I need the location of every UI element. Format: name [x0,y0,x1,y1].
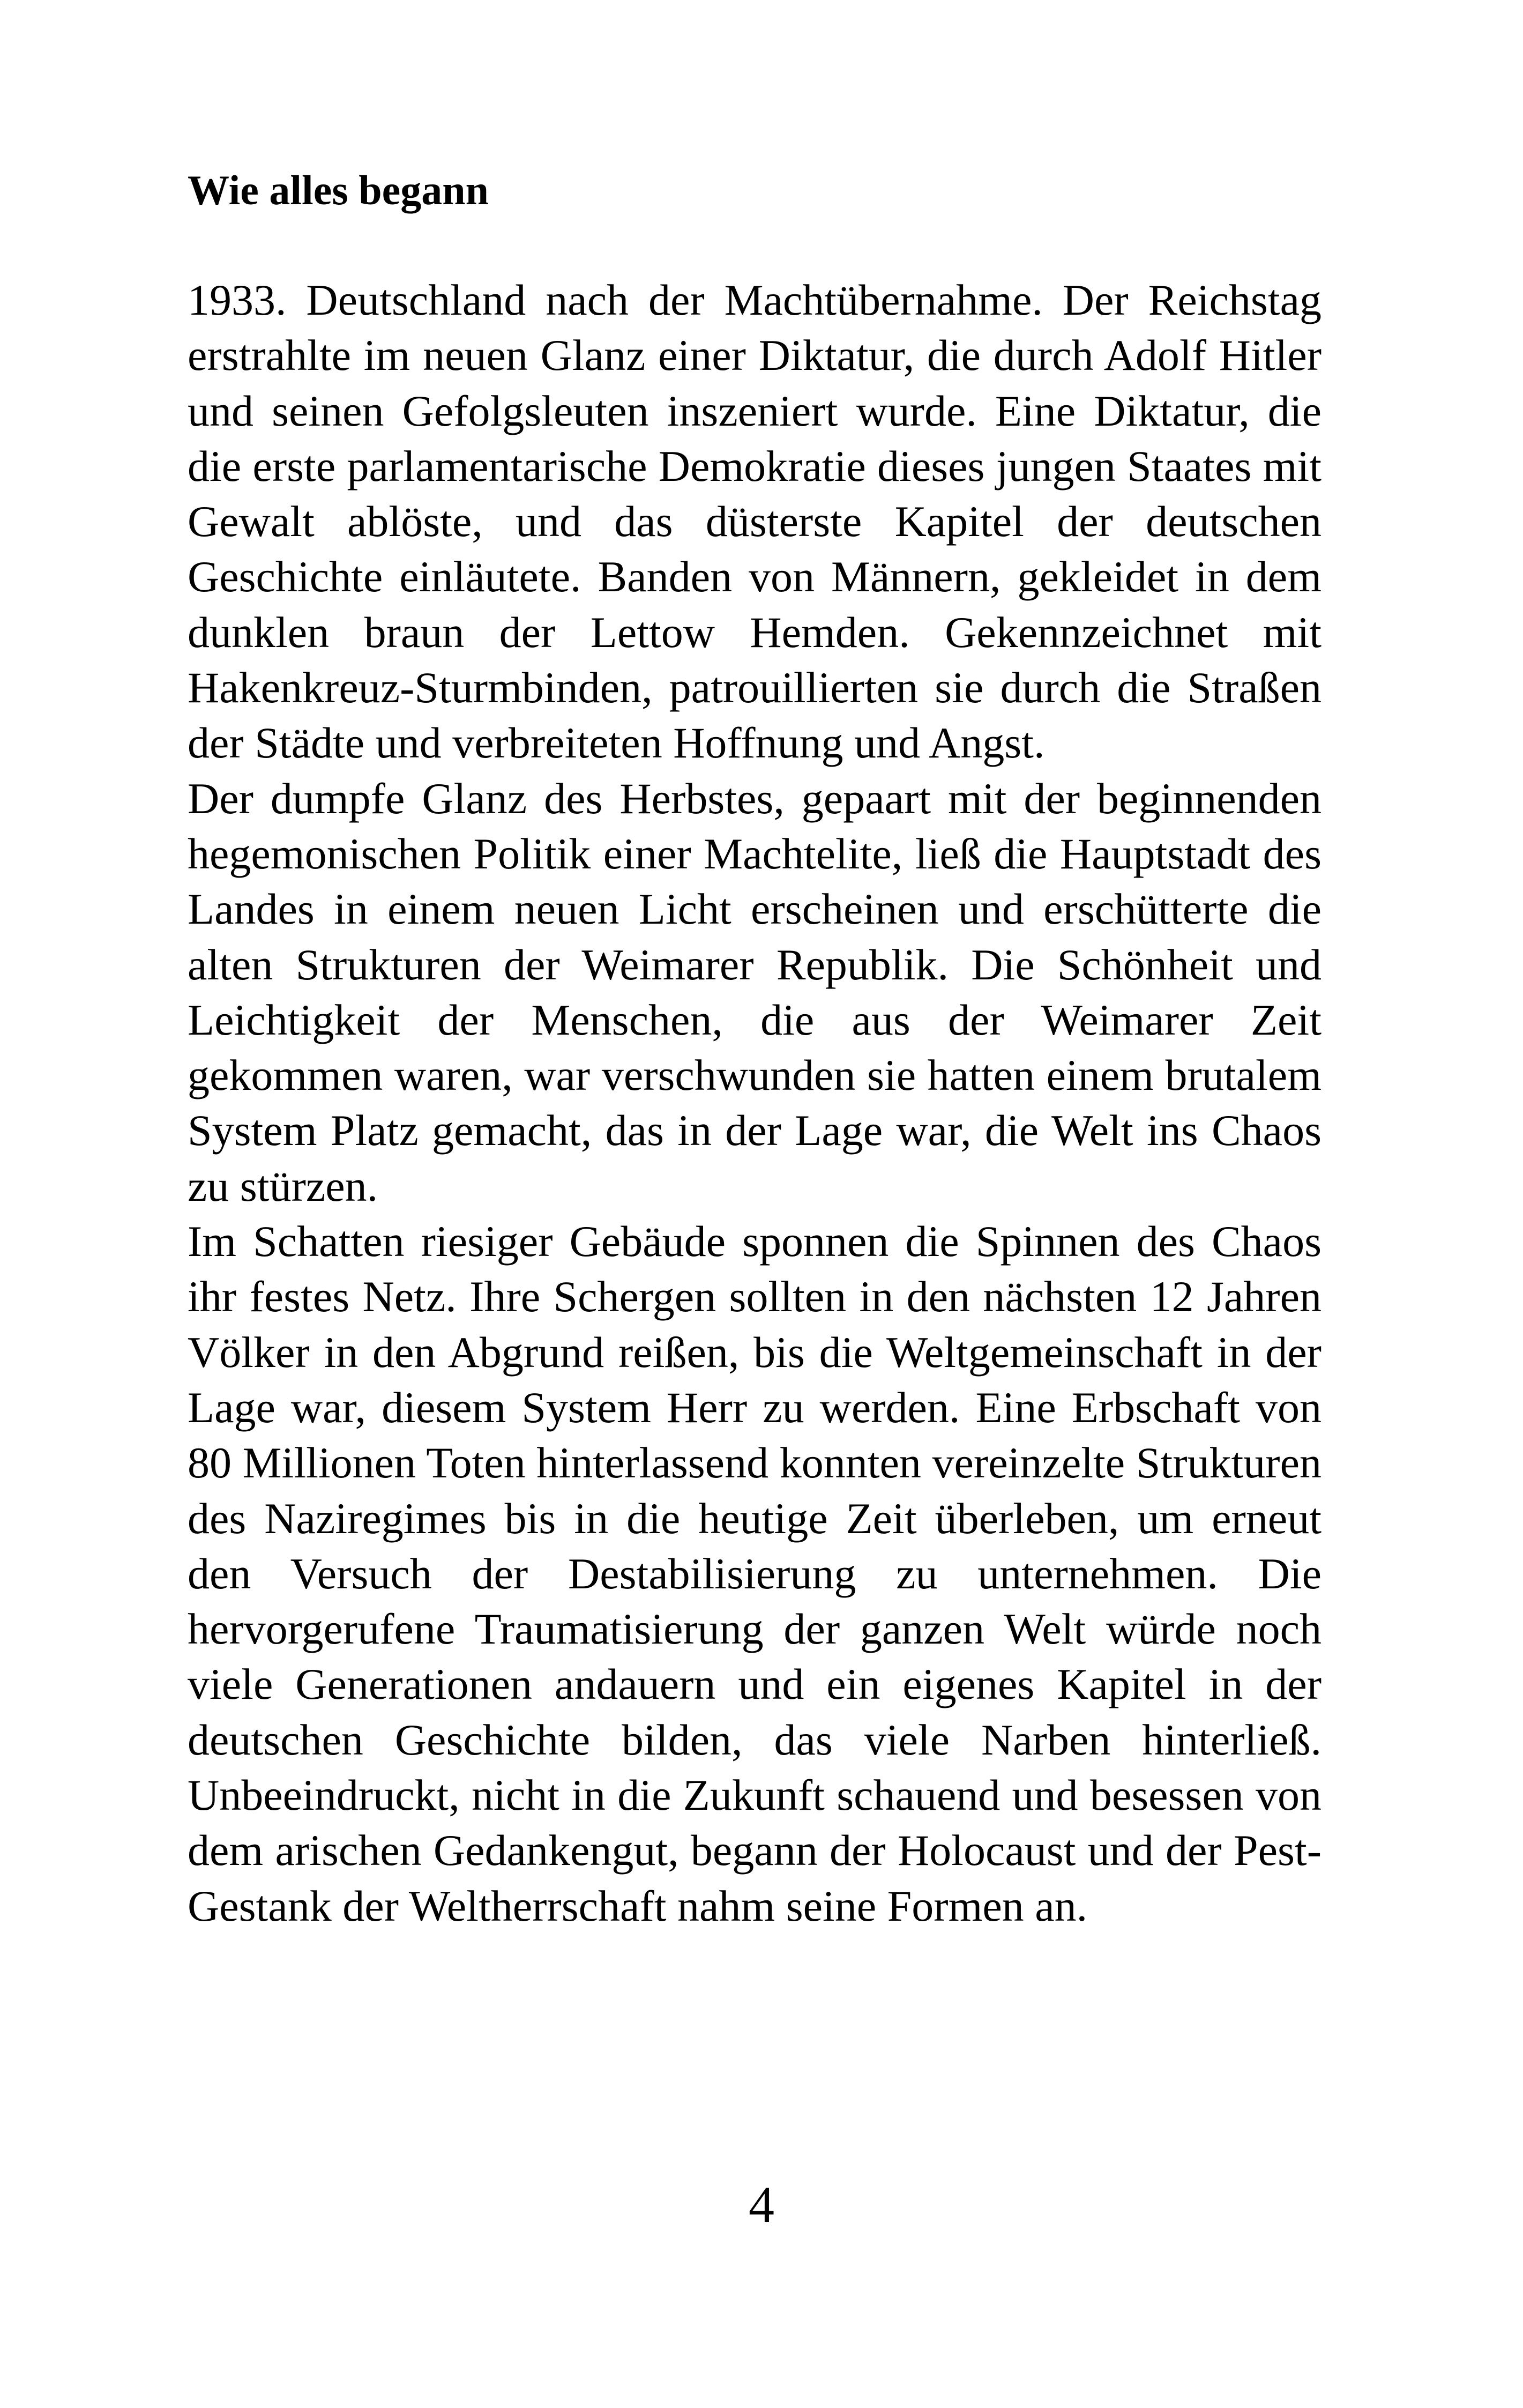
paragraph-2: Der dumpfe Glanz des Herbstes, gepaart mit der beginnenden hegemonischen Politik einer Machtelite, ließ die Hauptstadt des Landes in einem neuen Licht erscheinen und erschütterte die alten Strukturen der Weimarer Republik. Die Schönheit und Leichtigkeit der Menschen, die aus der Weimarer Zeit gekommen waren, war verschwunden sie hatten einem brutalem System Platz gemacht, das in der Lage war, die Welt ins Chaos zu stürzen. [188,774,1322,1210]
chapter-body [188,272,1322,1934]
paragraph-1: 1933. Deutschland nach der Machtübernahme. Der Reichstag erstrahlte im neuen Glanz einer Diktatur, die durch Adolf Hitler und seinen Gefolgsleuten inszeniert wurde. Eine Diktatur, die die erste parlamentarische Demokratie dieses jungen Staates mit Gewalt ablöste, und das düsterste Kapitel der deutschen Geschichte einläutete. Banden von Männern, gekleidet in dem dunklen braun der Lettow Hemden. Gekennzeichnet mit Hakenkreuz-Sturmbinden, patrouillierten sie durch die Straßen der Städte und verbreiteten Hoffnung und Angst. [188,276,1322,768]
page-number: 4 [749,2176,774,2233]
chapter-heading: Wie alles begann [188,167,489,213]
paragraph-3: Im Schatten riesiger Gebäude sponnen die Spinnen des Chaos ihr festes Netz. Ihre Schergen sollten in den nächsten 12 Jahren Völker in den Abgrund reißen, bis die Weltgemeinschaft in der Lage war, diesem System Herr zu werden. Eine Erbschaft von 80 Millionen Toten hinterlassend konnten vereinzelte Strukturen des Naziregimes bis in die heutige Zeit überleben, um erneut den Versuch der Destabilisierung zu unternehmen. Die hervorgerufene Traumatisierung der ganzen Welt würde noch viele Generationen andauern und ein eigenes Kapitel in der deutschen Geschichte bilden, das viele Narben hinterließ. Unbeeindruckt, nicht in die Zukunft schauend und besessen von dem arischen Gedankengut, begann der Holocaust und der Pest-Gestank der Weltherrschaft nahm seine Formen an. [188,1217,1322,1930]
